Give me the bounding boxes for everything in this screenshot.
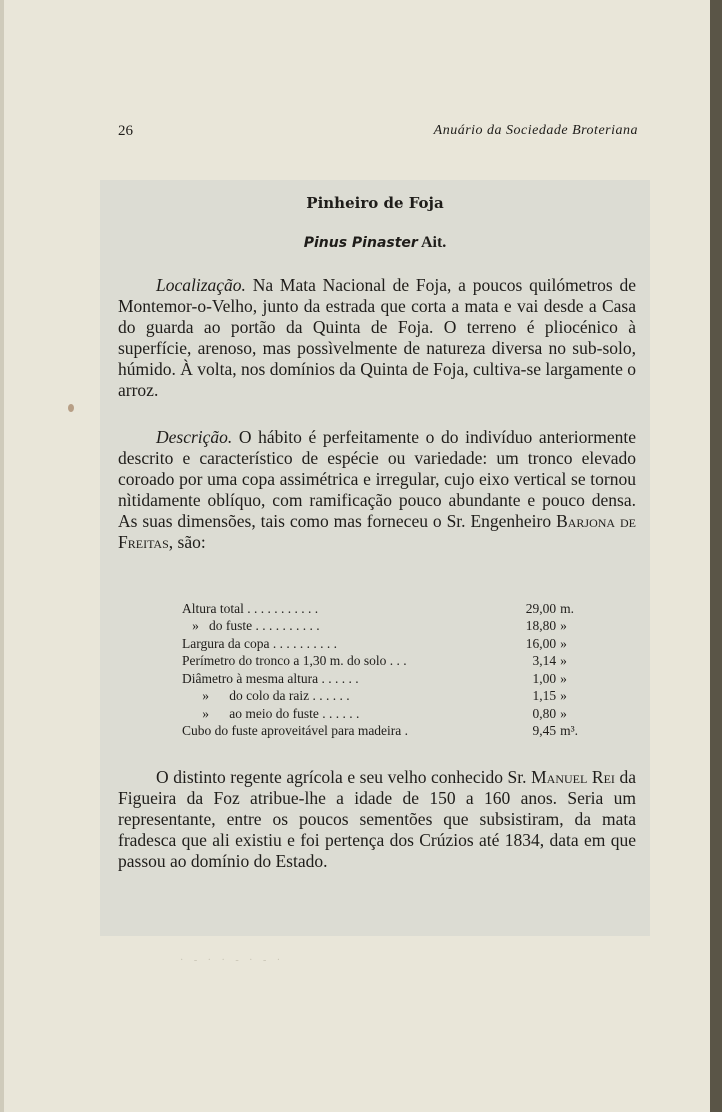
page-number: 26 [118, 123, 133, 139]
journal-title: Anuário da Sociedade Broteriana [433, 123, 638, 138]
dimension-value: 1,15 [532, 688, 557, 704]
species-author: Ait. [420, 234, 447, 251]
dimension-label: » ao meio do fuste . . . . . . [182, 705, 360, 721]
dimension-unit: » [560, 705, 567, 721]
dimension-value: 29,00 [525, 600, 557, 616]
table-row [182, 618, 582, 636]
table-row [182, 653, 582, 671]
description-text: O hábito é perfeitamente o do indivíduo anteriormente descrito e característico de espécie ou variedade: um tronco elevado coroado por uma copa assimétrica e irregular, cujo eixo vertical se tornou nìtidamente oblíquo, com ramificação pouco abundante e pouco densa. As suas dimensões, tais como mas forneceu o Sr. Engenheiro [118, 427, 636, 531]
species-latin: Pinus Pinaster [303, 235, 418, 251]
dimension-label: Perímetro do tronco a 1,30 m. do solo . . . [182, 653, 407, 669]
running-head [118, 123, 638, 143]
page-edge-left [0, 0, 4, 1112]
dimension-label: Diâmetro à mesma altura . . . . . . [182, 670, 359, 686]
dimension-unit: » [560, 670, 567, 686]
dimension-unit: m. [560, 600, 574, 616]
description-lead: Descrição. [156, 427, 233, 447]
dimension-unit: » [560, 653, 567, 669]
dimension-label: Altura total . . . . . . . . . . . [182, 600, 319, 616]
table-row [182, 670, 582, 688]
table-row [182, 723, 582, 741]
closing-pre: O distinto regente agrícola e seu velho conhecido Sr. [156, 767, 532, 787]
dimension-value: 18,80 [525, 618, 557, 634]
dimension-value: 0,80 [532, 705, 557, 721]
dimension-value: 3,14 [532, 653, 557, 669]
dimension-value: 9,45 [532, 723, 557, 739]
description-end: , são: [168, 532, 206, 552]
page-edge-right [710, 0, 722, 1112]
dimension-value: 1,00 [532, 670, 557, 686]
table-row [182, 705, 582, 723]
closing-paragraph [118, 767, 636, 872]
dimension-unit: » [560, 688, 567, 704]
article-body [100, 180, 650, 936]
table-row [182, 635, 582, 653]
location-lead: Localização. [156, 275, 246, 295]
table-row [182, 600, 582, 618]
location-paragraph [118, 275, 636, 401]
paper-stain [68, 404, 74, 412]
regent-name: Manuel Rei [531, 767, 615, 787]
dimension-value: 16,00 [525, 635, 557, 651]
location-text: Na Mata Nacional de Foja, a poucos quilómetros de Montemor-o-Velho, junto da estrada que corta a mata e vai desde a Casa do guarda ao portão da Quinta de Foja. O terreno é pliocénico à superfície, arenoso, mas possìvelmente de natureza diversa no sub-solo, húmido. À volta, nos domínios da Quinta de Foja, cultiva-se largamente o arroz. [118, 275, 636, 400]
dimension-unit: » [560, 618, 567, 634]
dimensions-table [182, 600, 582, 740]
engineer-name: Barjona de Freitas [118, 511, 636, 552]
article-title: Pinheiro de Foja [306, 194, 444, 212]
dimension-unit: m³. [560, 723, 579, 739]
dimension-label: » do colo da raiz . . . . . . [182, 688, 350, 704]
species-name [100, 234, 650, 252]
closing-text: da Figueira da Foz atribue-lhe a idade de 150 a 160 anos. Seria um representante, entre os poucos sementões que subsistiram, da mata fradesca que ali existiu e foi pertença dos Crúzios até 1834, data em que passou ao domínio do Estado. [118, 767, 637, 871]
bleed-through-marks: · - · · - · - · [180, 955, 285, 966]
dimension-label: Cubo do fuste aproveitável para madeira . [182, 723, 409, 739]
dimension-unit: » [560, 635, 567, 651]
dimension-label: » do fuste . . . . . . . . . . [182, 618, 320, 634]
dimension-label: Largura da copa . . . . . . . . . . [182, 635, 337, 651]
table-row [182, 688, 582, 706]
description-paragraph [118, 427, 636, 553]
